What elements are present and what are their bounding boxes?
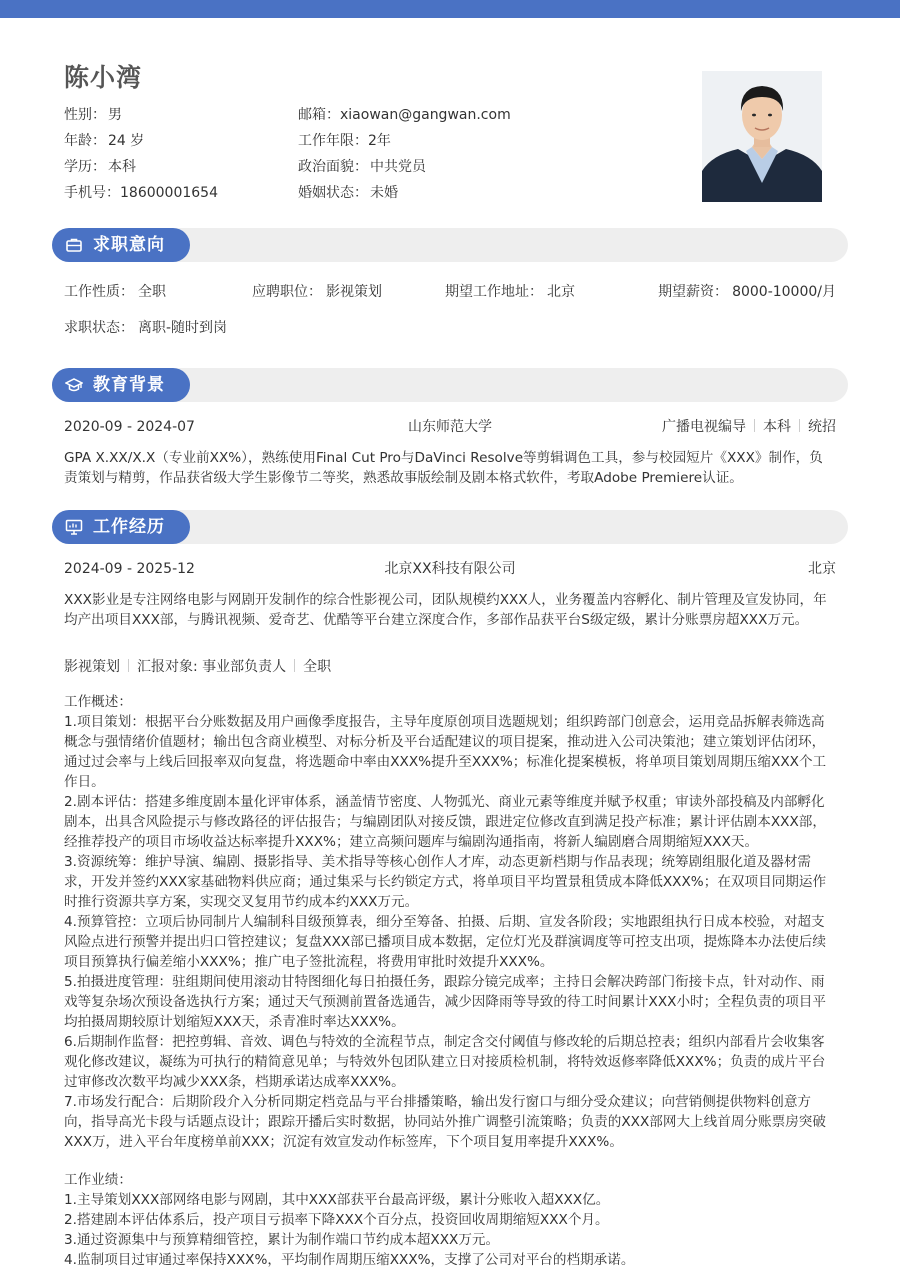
intent-label: 工作性质： — [64, 284, 134, 300]
info-value: 2年 — [368, 133, 391, 149]
overview-item: 7.市场发行配合：后期阶段介入分析同期定档竞品与平台排播策略，输出发行窗口与细分受众建议；向营销侧提供物料创意方向，指导高光卡段与话题点设计；跟踪开播后实时数据，协同站外推广调整引流策略；负责的XXX部网大上线首周分账票房突破XXX万，进入平台年度榜单前XXX；沉淀有效宣发动作标签库，下个项目复用率提升XXX%。 — [64, 1094, 826, 1150]
info-label: 婚姻状态： — [298, 185, 368, 201]
graduation-cap-icon — [65, 376, 83, 394]
divider — [128, 659, 129, 672]
info-value: 本科 — [108, 159, 136, 175]
work-report: 汇报对象: 事业部负责人 — [137, 659, 287, 675]
info-gender — [64, 105, 122, 125]
work-overview — [64, 692, 836, 1152]
company-intro: XXX影业是专注网络电影与网剧开发制作的综合性影视公司，团队规模约XXX人，业务覆盖内容孵化、制片管理及宣发协同，年均产出项目XXX部，与腾讯视频、爱奇艺、优酷等平台建立深度合作，多部作品获平台S级定级，累计分账票房超XXX万元。 — [64, 592, 827, 628]
work-jobtype: 全职 — [303, 659, 332, 675]
intent-position — [252, 282, 382, 302]
info-political — [298, 157, 426, 177]
achievement-heading: 工作业绩： — [64, 1172, 132, 1188]
work-role: 影视策划 — [64, 659, 120, 675]
briefcase-icon — [65, 236, 83, 254]
edu-type: 统招 — [808, 419, 836, 435]
intent-salary — [658, 282, 836, 302]
info-value: 男 — [108, 107, 122, 123]
intent-label: 期望工作地址： — [445, 284, 543, 300]
intent-value: 北京 — [547, 284, 575, 300]
section-header-intent — [52, 228, 848, 262]
info-label: 性别： — [64, 107, 106, 123]
info-value: 未婚 — [370, 185, 398, 201]
top-accent-bar — [0, 0, 900, 18]
edu-degree: 本科 — [763, 419, 791, 435]
section-title: 求职意向 — [93, 235, 165, 255]
work-meta — [64, 657, 331, 677]
intent-label: 求职状态： — [64, 320, 134, 336]
intent-location — [445, 282, 575, 302]
intent-job-type — [64, 282, 166, 302]
work-period: 2024-09 - 2025-12 — [64, 561, 195, 577]
info-label: 工作年限： — [298, 133, 368, 149]
edu-school: 山东师范大学 — [408, 419, 492, 435]
info-value: 24 岁 — [108, 133, 145, 149]
section-header-work — [52, 510, 848, 544]
edu-description: GPA X.XX/X.X（专业前XX%），熟练使用Final Cut Pro与DaVinci Resolve等剪辑调色工具，参与校园短片《XXX》制作，负责策划与精剪，作品获省级大学生影像节二等奖，熟悉故事版绘制及剧本格式软件，考取Adobe Premiere认证。 — [64, 450, 823, 486]
section-title: 工作经历 — [93, 517, 165, 537]
intent-status — [64, 318, 227, 338]
achievement-item: 2.搭建剧本评估体系后，投产项目亏损率下降XXX个百分点，投资回收周期缩短XXX个月。 — [64, 1212, 609, 1228]
intent-value: 影视策划 — [326, 284, 382, 300]
info-email — [298, 105, 511, 125]
section-title: 教育背景 — [93, 375, 165, 395]
info-value: xiaowan@gangwan.com — [340, 107, 511, 123]
overview-item: 3.资源统筹：维护导演、编剧、摄影指导、美术指导等核心创作人才库，动态更新档期与作品表现；统筹剧组服化道及器材需求，开发并签约XXX家基础物料供应商；通过集采与长约锁定方式，将单项目平均置景租赁成本降低XXX%；在双项目同期运作时推行资源共享方案，实现交叉复用节约成本约XXX万元。 — [64, 854, 827, 910]
info-label: 年龄： — [64, 133, 106, 149]
work-achievements — [64, 1170, 836, 1270]
edu-period: 2020-09 - 2024-07 — [64, 419, 195, 435]
intent-label: 期望薪资： — [658, 284, 729, 300]
overview-item: 5.拍摄进度管理：驻组期间使用滚动甘特图细化每日拍摄任务，跟踪分镜完成率；主持日会解决跨部门衔接卡点，针对动作、雨戏等复杂场次预设备选执行方案；通过天气预测前置备选通告，减少因降雨等导致的待工时间累计XXX小时；全程负责的项目平均拍摄周期较原计划缩短XXX天，杀青准时率达XXX%。 — [64, 974, 826, 1030]
achievement-item: 4.监制项目过审通过率保持XXX%，平均制作周期压缩XXX%，支撑了公司对平台的档期承诺。 — [64, 1252, 635, 1268]
work-city: 北京 — [808, 561, 836, 577]
info-marital — [298, 183, 398, 203]
intent-label: 应聘职位： — [252, 284, 322, 300]
info-value: 中共党员 — [370, 159, 426, 175]
divider — [294, 659, 295, 672]
info-label: 手机号： — [64, 185, 120, 201]
candidate-name: 陈小湾 — [64, 63, 143, 92]
achievement-item: 3.通过资源集中与预算精细管控，累计为制作端口节约成本超XXX万元。 — [64, 1232, 500, 1248]
work-company: 北京XX科技有限公司 — [384, 561, 516, 577]
info-value: 18600001654 — [120, 185, 218, 201]
edu-major: 广播电视编导 — [662, 419, 746, 435]
overview-item: 2.剧本评估：搭建多维度剧本量化评审体系，涵盖情节密度、人物弧光、商业元素等维度并赋予权重；审读外部投稿及内部孵化剧本，出具含风险提示与修改路径的评估报告；与编剧团队对接反馈，跟进定位修改直到满足投产标准；累计评估剧本XXX部，经推荐投产的项目市场收益达标率提升XXX%；建立高频问题库与编剧沟通指南，将新人编剧磨合周期缩短XXX天。 — [64, 794, 826, 850]
section-header-education — [52, 368, 848, 402]
intent-value: 离职-随时到岗 — [138, 320, 228, 336]
info-degree — [64, 157, 136, 177]
edu-meta — [662, 417, 836, 437]
intent-value: 8000-10000/月 — [732, 284, 836, 300]
monitor-icon — [65, 518, 83, 536]
achievement-item: 1.主导策划XXX部网络电影与网剧，其中XXX部获平台最高评级，累计分账收入超XXX亿。 — [64, 1192, 610, 1208]
intent-value: 全职 — [138, 284, 166, 300]
overview-item: 4.预算管控：立项后协同制片人编制科目级预算表，细分至筹备、拍摄、后期、宣发各阶段；实地跟组执行日成本校验，对超支风险点进行预警并提出归口管控建议；复盘XXX部已播项目成本数据，定位灯光及群演调度等可控支出项，提炼降本办法使后续项目预算执行偏差缩小XXX%；推广电子签批流程，将费用审批时效提升XXX%。 — [64, 914, 826, 970]
overview-item: 1.项目策划：根据平台分账数据及用户画像季度报告，主导年度原创项目选题规划；组织跨部门创意会，运用竞品拆解表筛选高概念与强情绪价值题材；输出包含商业模型、对标分析及平台适配建议的项目提案，推动进入公司决策池；建立策划评估闭环，通过过会率与上线后回报率双向复盘，将选题命中率由XXX%提升至XXX%；标准化提案模板，将单项目策划周期压缩XXX个工作日。 — [64, 714, 827, 790]
profile-photo — [702, 71, 822, 202]
overview-heading: 工作概述： — [64, 694, 132, 710]
info-label: 学历： — [64, 159, 106, 175]
info-label: 政治面貌： — [298, 159, 368, 175]
divider — [754, 419, 755, 432]
info-work-years — [298, 131, 391, 151]
info-label: 邮箱： — [298, 107, 340, 123]
info-age — [64, 131, 144, 151]
overview-item: 6.后期制作监督：把控剪辑、音效、调色与特效的全流程节点，制定含交付阈值与修改轮的后期总控表；组织内部看片会收集客观化修改建议，凝练为可执行的精简意见单；与特效外包团队建立日对接质检机制，将特效返修率降低XXX%；负责的成片平台过审修改次数平均减少XXX条，档期承诺达成率XXX%。 — [64, 1034, 826, 1090]
info-phone — [64, 183, 218, 203]
divider — [799, 419, 800, 432]
